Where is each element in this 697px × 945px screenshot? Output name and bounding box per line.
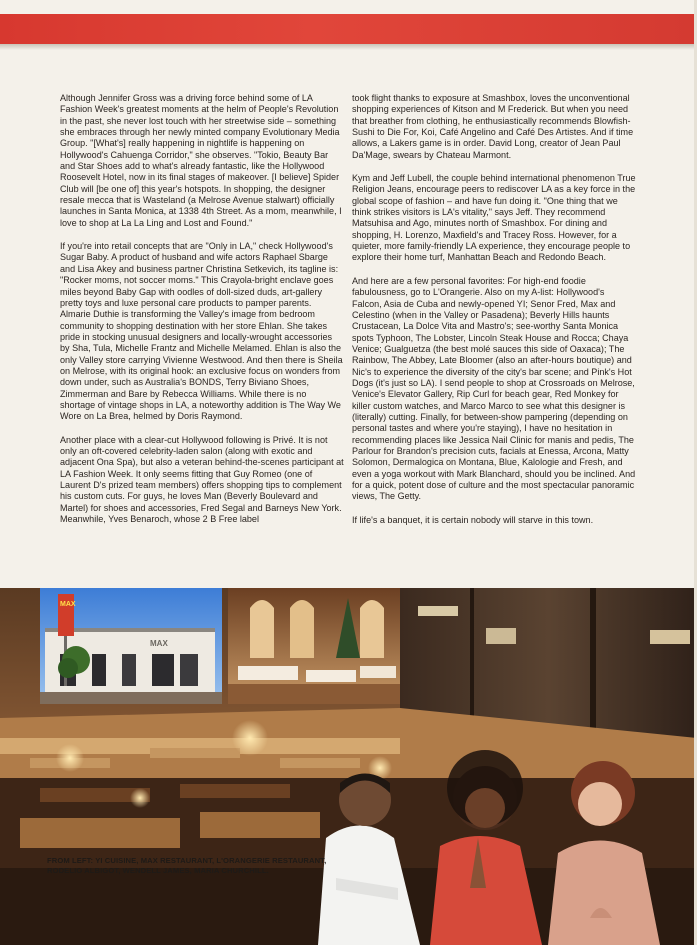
max-restaurant-photo: [40, 588, 222, 704]
photo-caption: FROM LEFT: YI CUISINE, MAX RESTAURANT, L'ORANGERIE RESTAURANT, RODELIO ALBIGOT, WENDELL JAMES, MARIA CHURCHILL.: [47, 856, 327, 875]
paragraph: If you're into retail concepts that are "Only in LA," check Hollywood's Sugar Baby. A product of husband and wife actors Raphael Sbarge and Lisa Akey and business partner Christina Setkevich, its tagline is: "Rocker moms, not soccer moms." This Crayola-bright enclave goes miles beyond Baby Gap with oodles of doll-sized duds, art-gallery pretty toys and luxe personal care products to pamper parents. Almarie Duthie is transforming the Valley's image from bedroom community to shopping destination with her store Ehlan. She takes pride in stocking unusual designers and locally-wrought accessories by Sha, Tula, Michelle Frantz and Michelle Melamed. Ehlan is also the only Valley store carrying Vivienne Westwood. And then there is Sheila on Melrose, with its original hook: an exclusive focus on wonders from down under, such as Australia's BONDS, Terry Biviano Shoes, Zimmerman and Bare by Rebecca Williams. While there is no shortage of vintage shops in LA, a noteworthy addition is The Way We Wore on La Brea, helmed by Doris Raymond.: [60, 241, 343, 422]
header-color-band: [0, 14, 697, 44]
building-sign-text: MAX: [150, 639, 168, 648]
article-left-column: [60, 93, 344, 537]
paragraph: If life's a banquet, it is certain nobody will starve in this town.: [352, 514, 594, 525]
header-band-shadow: [0, 44, 697, 50]
paragraph: Although Jennifer Gross was a driving force behind some of LA Fashion Week's greatest moments at the helm of People's Revolution in the past, she never lost touch with her streetwise side – something she embraces through her newly minted company Evolutionary Media Group. "[What's] really happening in nightlife is happening on Hollywood's Cahuenga Corridor," she observes. "Tokio, Beauty Bar and Star Shoes add to what's already fantastic, like the Hollywood Roosevelt Hotel, now in its final stages of makeover. [I believe] Spider Club will [be one of] this year's hotspots. In shopping, the designer resale mecca that is Wasteland (a Melrose Avenue stalwart) officially launches in Santa Monica, at 1338 4th Street. As a mom, meanwhile, I love to shop at La La Ling and Lost and Found.": [60, 93, 342, 228]
article-right-column: [352, 93, 636, 538]
paragraph: Another place with a clear-cut Hollywood following is Privé. It is not only an oft-covered celebrity-laden salon (along with exotic and adjacent Ona Spa), but also a veteran behind-the-scenes participant at LA Fashion Week. It only seems fitting that Guy Romeo (one of Laurent D's prized team members) offers shopping tips to complement his custom cuts. For guys, he loves Man (Beverly Boulevard and Martel) for shoes and accessories, Fred Segal and Barneys New York. Meanwhile, Yves Benaroch, whose 2 B Free label: [60, 434, 344, 525]
pole-sign-text: MAX: [60, 601, 76, 608]
paragraph: And here are a few personal favorites: For high-end foodie fabulousness, go to L'Orangerie. Also on my A-list: Hollywood's Falcon, Asia de Cuba and newly-opened YI; Senor Fred, Max and Celestino (when in the Valley or Pasadena); Beverly Hills haunts Crustacean, La Dolce Vita and Mastro's; see-worthy Santa Monica spots Typhoon, The Lobster, Lincoln Steak House and Rocca; Chaya Venice; Gualguetza (the best molé sauces this side of Oaxaca); The Rainbow, The Abbey, Late Bloomer (also an after-hours boutique) and Nic's to experience the diversity of the city's bar scene; and Pink's Hot Dogs (it's just so LA). I send people to shop at Crossroads on Melrose, Venice's Elevator Gallery, Rip Curl for beach gear, Red Monkey for killer custom watches, and Marco Marco to see what this designer is (literally) cutting. Finally, for between-show pampering (depending on personal tastes and where you're staying), I have no hesitation in recommending places like Jessica Nail Clinic for manis and pedis, The Parlour for Brandon's precision cuts, facials at Enessa, Arcona, Matty Solomon, Dermalogica on Montana, Blue, Kalologie and Fresh, and even a yoga workout with Mark Blanchard, should you be inclined. And for a quick, potent dose of culture and the most spectacular panoramic views, The Getty.: [352, 275, 636, 502]
photo-collage-image: [0, 588, 697, 945]
paragraph: Kym and Jeff Lubell, the couple behind international phenomenon True Religion Jeans, encourage peers to rediscover LA as a key force in the global scope of fashion – and have fun doing it. "One thing that we think strikes visitors is LA's vitality," says Jeff. They recommend Matsuhisa and Ago, minutes north of Smashbox. For dining and shopping, H. Lorenzo, Maxfield's and Tracey Ross. However, for a quieter, more family-friendly LA experience, they encourage people to explore their home turf, Manhattan Beach and Redondo Beach.: [352, 173, 636, 263]
lorangerie-restaurant-photo: [228, 588, 400, 704]
paragraph: took flight thanks to exposure at Smashbox, loves the unconventional shopping experiences of Kitson and M Frederick. But when you need that breather from clothing, he enthusiastically recommends Blowfish-Sushi to Die For, Koi, Café Angelino and Café Des Artistes. And if time allows, a Lakers game is in order. David Long, creator of Jean Paul Da'Mage, swears by Chateau Marmont.: [352, 93, 634, 160]
photo-collage: [0, 588, 697, 945]
